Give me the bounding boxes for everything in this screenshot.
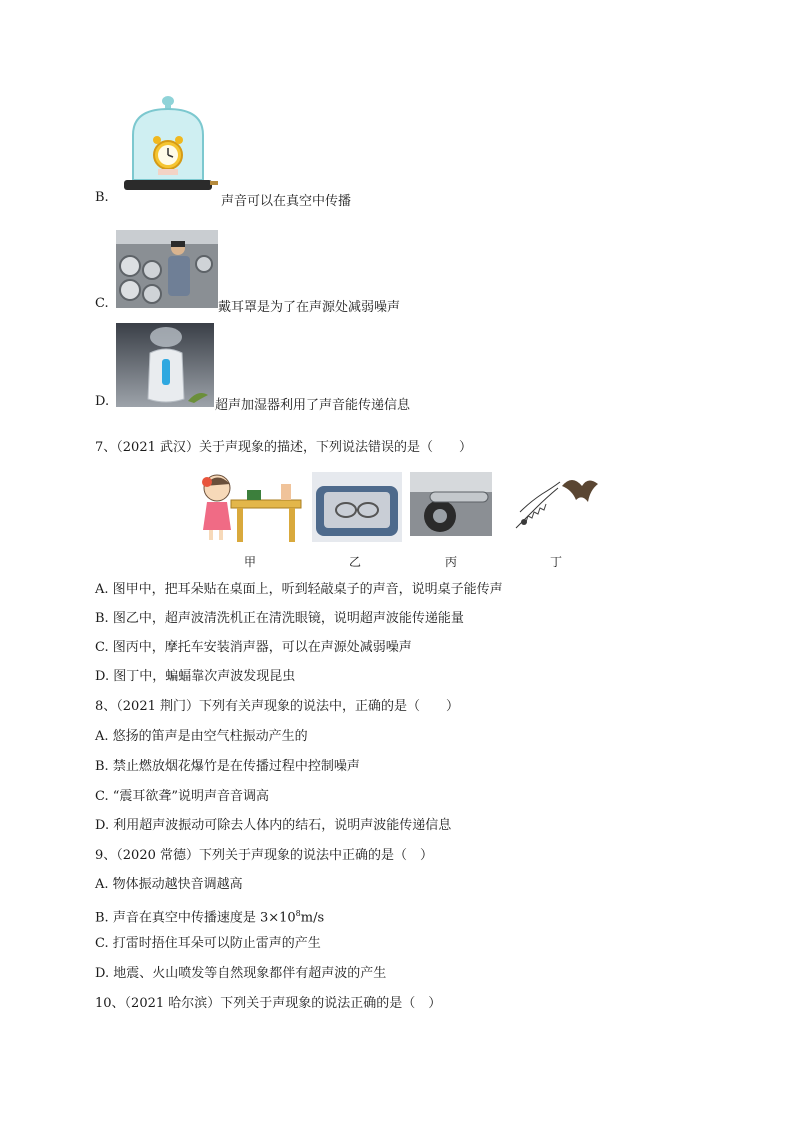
q7-option-b: B. 图乙中，超声波清洗机正在清洗眼镜，说明超声波能传递能量: [95, 611, 464, 626]
ultrasonic-cleaner-icon: [312, 472, 402, 542]
q9-option-b-unit: m/s: [300, 910, 325, 926]
q7-option-c: C. 图丙中，摩托车安装消声器，可以在声源处减弱噪声: [95, 640, 412, 655]
bell-jar-alarm-clock-icon: [118, 95, 218, 200]
humidifier-image: [116, 323, 214, 407]
bell-jar-image: [118, 95, 218, 200]
q7-label-jia: 甲: [243, 555, 256, 569]
q8-option-c: C. “震耳欲聋”说明声音音调高: [95, 789, 270, 804]
bat-insect-icon: [512, 472, 600, 534]
q7-figure-yi: [312, 472, 402, 542]
q8-option-d: D. 利用超声波振动可除去人体内的结石，说明声波能传递信息: [95, 818, 452, 833]
q8-option-a: A. 悠扬的笛声是由空气柱振动产生的: [95, 729, 308, 744]
girl-table-icon: [195, 470, 305, 545]
q8-option-b: B. 禁止燃放烟花爆竹是在传播过程中控制噪声: [95, 759, 360, 774]
q9-option-c: C. 打雷时捂住耳朵可以防止雷声的产生: [95, 936, 321, 951]
option-d-label: D.: [95, 394, 110, 409]
ultrasonic-humidifier-icon: [116, 323, 214, 407]
q9-option-b-prefix: B. 声音在真空中传播速度是 3×10: [95, 910, 296, 926]
q7-figure-jia: [195, 470, 305, 545]
q7-figure-bing: [410, 472, 492, 536]
q7-option-d: D. 图丁中，蝙蝠靠次声波发现昆虫: [95, 669, 296, 684]
q7-label-ding: 丁: [549, 555, 562, 569]
q8-stem: 8、（2021 荆门）下列有关声现象的说法中，正确的是（ ）: [95, 699, 459, 714]
q9-stem: 9、（2020 常德）下列关于声现象的说法中正确的是（ ）: [95, 848, 433, 863]
option-b-text: 声音可以在真空中传播: [221, 194, 352, 209]
factory-worker-earmuffs-icon: [116, 230, 218, 308]
q7-option-a: A. 图甲中，把耳朵贴在桌面上，听到轻敲桌子的声音，说明桌子能传声: [95, 582, 503, 597]
q7-figure-ding: [512, 472, 600, 534]
q7-label-bing: 丙: [444, 555, 457, 569]
q7-stem: 7、（2021 武汉）关于声现象的描述，下列说法错误的是（ ）: [95, 440, 472, 455]
q9-option-d: D. 地震、火山喷发等自然现象都伴有超声波的产生: [95, 966, 387, 981]
q7-label-yi: 乙: [348, 555, 361, 569]
option-c-label: C.: [95, 296, 109, 311]
option-d-text: 超声加湿器利用了声音能传递信息: [215, 398, 411, 413]
q10-stem: 10、（2021 哈尔滨）下列关于声现象的说法正确的是（ ）: [95, 996, 442, 1011]
option-b-label: B.: [95, 190, 109, 205]
motorcycle-muffler-icon: [410, 472, 492, 536]
q9-option-b-exponent: 8: [295, 909, 301, 918]
q9-option-b: [95, 906, 324, 926]
option-c-text: 戴耳罩是为了在声源处减弱噪声: [218, 300, 401, 315]
q9-option-a: A. 物体振动越快音调越高: [95, 877, 243, 892]
factory-worker-image: [116, 230, 218, 308]
